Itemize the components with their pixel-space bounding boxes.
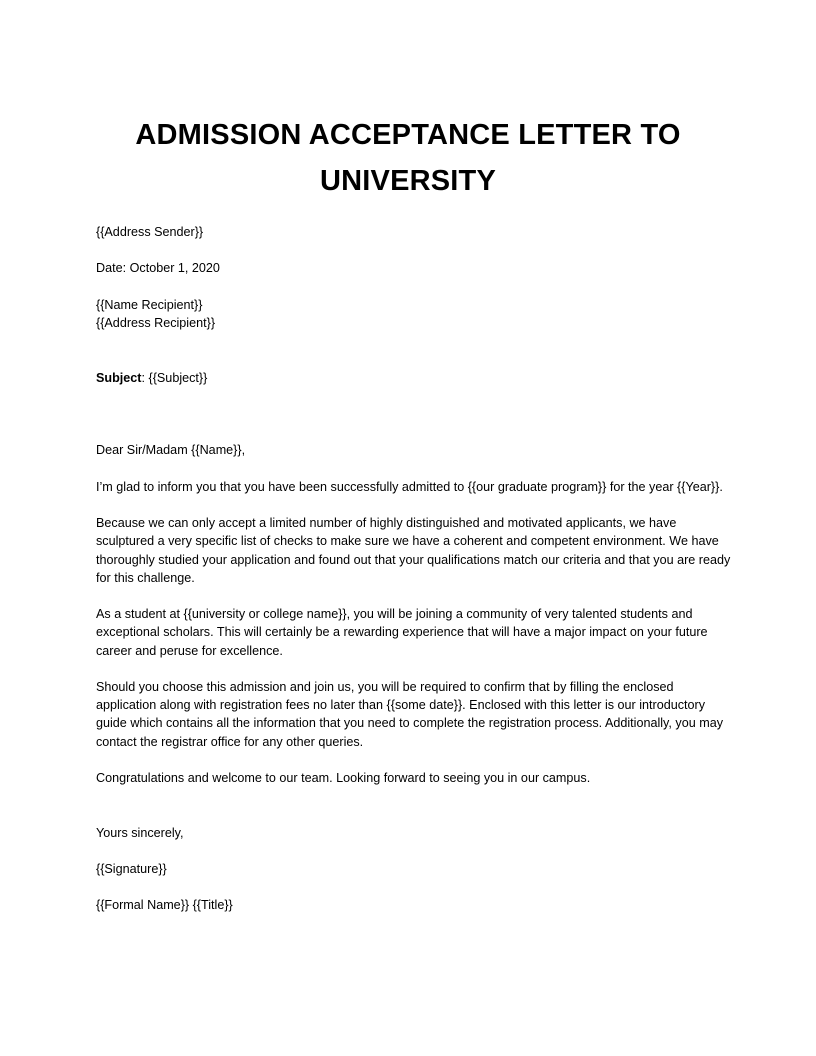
spacer <box>96 805 736 823</box>
recipient-block <box>96 296 736 332</box>
subject-line <box>96 369 736 387</box>
closing: Yours sincerely, <box>96 825 184 840</box>
letter-date: Date: October 1, 2020 <box>96 261 220 276</box>
spacer <box>96 405 736 441</box>
salutation: Dear Sir/Madam {{Name}}, <box>96 443 246 458</box>
title-line-2: UNIVERSITY <box>319 165 497 197</box>
signature-placeholder: {{Signature}} <box>96 861 167 876</box>
spacer <box>96 350 736 368</box>
sender-address: {{Address Sender}} <box>96 225 204 239</box>
letter-body <box>96 223 736 933</box>
subject-label: Subject <box>96 370 142 385</box>
document-title <box>96 112 720 204</box>
formal-name-title: {{Formal Name}} {{Title}} <box>96 898 233 913</box>
recipient-address: {{Address Recipient}} <box>96 315 216 330</box>
paragraph-2: Because we can only accept a limited number of highly distinguished and motivated applicants, we have sculptured a very specific list of checks to make sure we have a coherent and competent environment. We have thoroughly studied your application and found out that your qualifications match our criteria and that you are ready for this challenge. <box>96 516 731 585</box>
paragraph-4: Should you choose this admission and join us, you will be required to confirm that by filling the enclosed application along with registration fees no later than {{some date}}. Enclosed with this letter is our introductory guide which contains all the information that you need to complete the registration process. Additionally, you may contact the registrar office for any other queries. <box>96 679 724 749</box>
recipient-name: {{Name Recipient}} <box>96 297 203 312</box>
subject-value: : {{Subject}} <box>141 370 208 385</box>
paragraph-5: Congratulations and welcome to our team. Looking forward to seeing you in our campus. <box>96 770 591 785</box>
title-line-1: ADMISSION ACCEPTANCE LETTER TO <box>135 119 681 151</box>
paragraph-1: I’m glad to inform you that you have been successfully admitted to {{our graduate program}} for the year {{Year}}. <box>96 479 723 494</box>
paragraph-3: As a student at {{university or college name}}, you will be joining a community of very talented students and exceptional scholars. This will certainly be a rewarding experience that will have a major impact on your future career and peruse for excellence. <box>96 607 708 658</box>
